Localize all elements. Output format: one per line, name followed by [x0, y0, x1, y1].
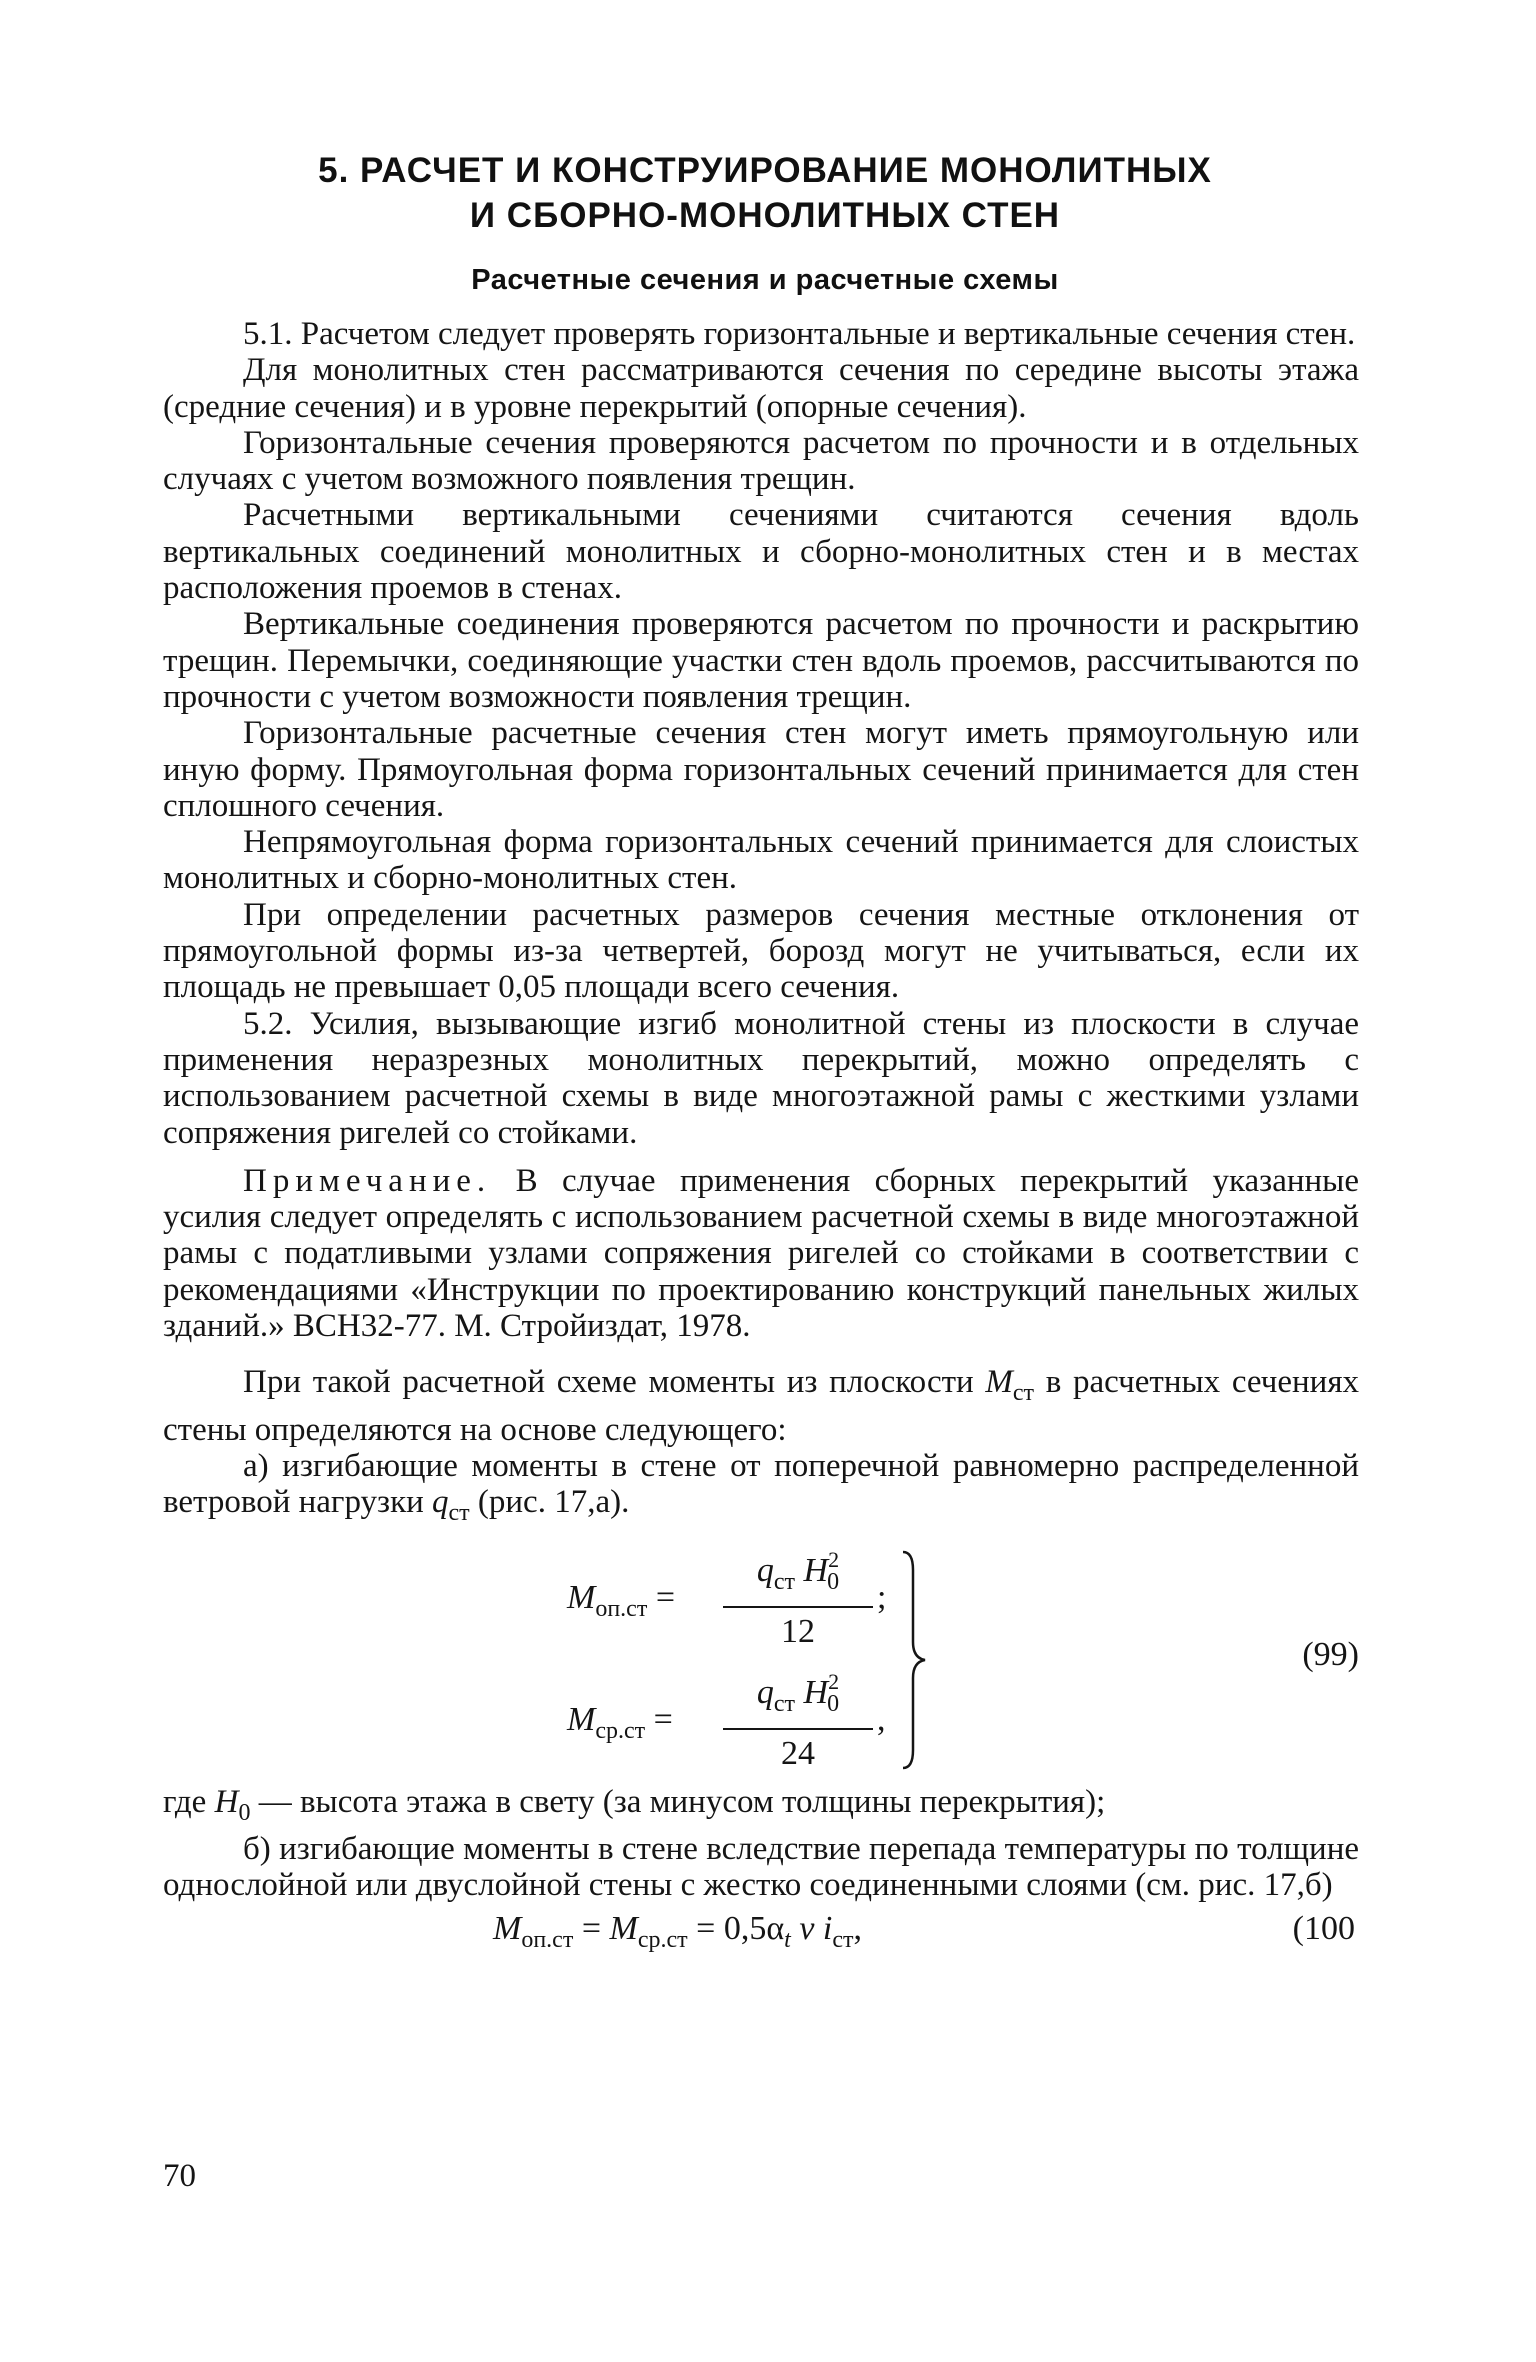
fraction-middle — [723, 1664, 873, 1772]
fraction-denominator: 24 — [781, 1734, 815, 1772]
symbol-h: H — [214, 1783, 239, 1820]
text-run: а) изгибающие моменты в стене от поперечной равномерно распределенной ветровой нагрузки — [163, 1447, 1359, 1521]
fraction-numerator — [723, 1542, 873, 1600]
formula-separator: , — [877, 1700, 886, 1738]
body-text — [163, 316, 1359, 1961]
symbol-subscript: ст — [1012, 1380, 1035, 1407]
equals-sign: = — [581, 1910, 601, 1948]
symbol-subscript: 0 — [238, 1799, 251, 1826]
paragraph: Горизонтальные расчетные сечения стен могут иметь прямоугольную или иную форму. Прямоугольная форма горизонтальных сечений принимается для стен сплошного сечения. — [163, 715, 1359, 824]
paragraph-where — [163, 1784, 1359, 1831]
section-title-line-2: И СБОРНО-МОНОЛИТНЫХ СТЕН — [469, 196, 1061, 235]
symbol-subscript: ст — [832, 1927, 854, 1954]
symbol-h: H — [803, 1673, 829, 1711]
right-brace-icon — [899, 1550, 929, 1770]
symbol-q: q — [756, 1673, 774, 1711]
paragraph: Горизонтальные сечения проверяются расчетом по прочности и в отдельных случаях с учетом возможного появления трещин. — [163, 424, 1359, 498]
symbol-i: i — [822, 1910, 833, 1948]
text-run: При такой расчетной схеме моменты из плоскости — [243, 1364, 986, 1401]
symbol-m: M — [985, 1364, 1013, 1401]
paragraph: Непрямоугольная форма горизонтальных сечений принимается для слоистых монолитных и сборно-монолитных стен. — [163, 824, 1359, 897]
symbol-subscript: ст — [448, 1500, 470, 1527]
paragraph: Расчетными вертикальными сечениями считаются сечения вдоль вертикальных соединений монолитных и сборно-монолитных стен и в местах расположения проемов в стенах. — [163, 497, 1359, 607]
fraction-denominator: 12 — [781, 1612, 815, 1650]
formula-100-expression — [493, 1911, 862, 1958]
formula-lhs-support — [567, 1580, 675, 1627]
symbol-subscript: ст — [773, 1690, 796, 1717]
symbol-subscript: оп.ст — [595, 1595, 648, 1622]
page-number: 70 — [163, 2158, 196, 2194]
paragraph-5-2: 5.2. Усилия, вызывающие изгиб монолитной стены из плоскости в случае применения неразрезных монолитных перекрытий, можно определять с использованием расчетной схемы в виде многоэтажной рамы с жесткими узлами сопряжения ригелей со стойками. — [163, 1005, 1359, 1151]
fraction-bar — [723, 1728, 873, 1730]
section-title-line-1: 5. РАСЧЕТ И КОНСТРУИРОВАНИЕ МОНОЛИТНЫХ — [318, 151, 1212, 190]
symbol-subscript: 0 — [827, 1690, 840, 1717]
symbol-q: q — [756, 1551, 774, 1589]
symbol-superscript: 2 — [828, 1668, 840, 1694]
formula-99 — [163, 1542, 1359, 1778]
formula-separator: , — [853, 1910, 862, 1948]
symbol-subscript: оп.ст — [521, 1927, 574, 1954]
symbol-subscript: ср.ст — [595, 1717, 646, 1744]
symbol-m: M — [609, 1910, 638, 1948]
equation-number-100: (100 — [1292, 1910, 1355, 1948]
symbol-superscript: 2 — [828, 1546, 840, 1572]
formula-100 — [163, 1905, 1359, 1961]
paragraph: При определении расчетных размеров сечения местные отклонения от прямоугольной формы из-за четвертей, борозд могут не учитываться, если их площадь не превышает 0,05 площади всего сечения. — [163, 896, 1359, 1006]
text-run: (рис. 17,а). — [469, 1484, 630, 1521]
symbol-m: M — [567, 1700, 596, 1738]
paragraph-b: б) изгибающие моменты в стене вследствие перепада температуры по толщине однослойной или двуслойной стены с жестко соединенными слоями (см. рис. 17,б) — [163, 1830, 1359, 1904]
symbol-v: v — [790, 1910, 823, 1948]
paragraph-5-1: 5.1. Расчетом следует проверять горизонтальные и вертикальные сечения стен. — [243, 316, 1356, 352]
text-run: где — [163, 1783, 215, 1820]
symbol-subscript: t — [784, 1927, 791, 1954]
text-run: в расчетных сечениях стены определяются на основе следующего: — [163, 1364, 1359, 1448]
note-paragraph — [163, 1163, 1359, 1344]
symbol-subscript: ст — [773, 1568, 796, 1595]
paragraph: Для монолитных стен рассматриваются сечения по середине высоты этажа (средние сечения) и в уровне перекрытий (опорные сечения). — [163, 352, 1359, 425]
text-run: — высота этажа в свету (за минусом толщины перекрытия); — [250, 1783, 1106, 1820]
coefficient: 0,5α — [723, 1910, 785, 1948]
section-subtitle: Расчетные сечения и расчетные схемы — [471, 264, 1059, 296]
paragraph — [163, 1364, 1359, 1448]
equals-sign: = — [696, 1910, 716, 1948]
symbol-m: M — [493, 1910, 522, 1948]
note-label: Примечание. — [243, 1162, 492, 1199]
section-title — [150, 148, 1380, 238]
equals-sign: = — [653, 1700, 673, 1738]
equation-number-99: (99) — [1302, 1635, 1359, 1673]
paragraph: Вертикальные соединения проверяются расчетом по прочности и раскрытию трещин. Перемычки, соединяющие участки стен вдоль проемов, рассчитываются по прочности с учетом возможности появления трещин. — [163, 606, 1359, 715]
symbol-h: H — [803, 1551, 829, 1589]
fraction-bar — [723, 1606, 873, 1608]
fraction-support — [723, 1542, 873, 1650]
symbol-subscript: 0 — [827, 1568, 840, 1595]
note-text: В случае применения сборных перекрытий указанные усилия следует определять с использованием расчетной схемы в виде многоэтажной рамы с податливыми узлами сопряжения ригелей со стойками в соответствии с рекомендациями «Инструкции по проектированию конструкций панельных жилых зданий.» ВСН32-77. М. Стройиздат, 1978. — [163, 1162, 1360, 1345]
symbol-subscript: ср.ст — [637, 1927, 688, 1954]
symbol-m: M — [567, 1578, 596, 1616]
formula-separator: ; — [877, 1578, 887, 1616]
paragraph-a — [163, 1448, 1359, 1532]
equals-sign: = — [655, 1578, 675, 1616]
formula-lhs-middle — [567, 1702, 673, 1749]
fraction-numerator — [723, 1664, 873, 1722]
symbol-q: q — [432, 1484, 449, 1521]
